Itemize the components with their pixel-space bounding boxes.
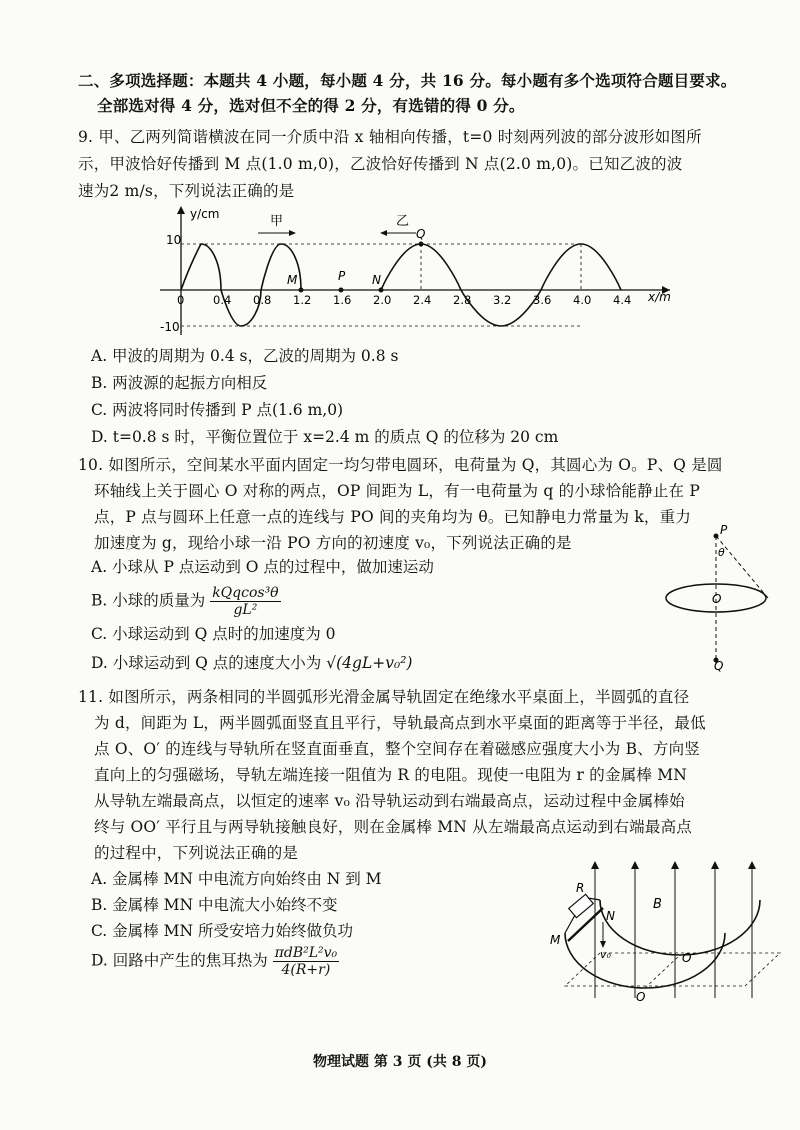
q9-option-a[interactable]: A. 甲波的周期为 0.4 s，乙波的周期为 0.8 s [91, 347, 399, 365]
y-tick-10: 10 [166, 233, 182, 247]
q10-ring-figure [660, 522, 780, 672]
q9-stem-line3: 速为2 m/s，下列说法正确的是 [78, 182, 295, 200]
y-axis-arrow [177, 206, 185, 214]
point-p-label: P [338, 269, 346, 283]
q11-stem-line2: 为 d，间距为 L，两半圆弧面竖直且平行，导轨最高点到水平桌面的距离等于半径，最低 [94, 714, 706, 732]
label-o: O [712, 592, 722, 606]
q10-option-d-expression: √(4gL+v₀²) [326, 654, 413, 672]
label-theta: θ [718, 546, 725, 559]
label-m: M [550, 933, 561, 947]
q9-wave-graph [150, 200, 680, 340]
q11-stem-line3: 点 O、O′ 的连线与导轨所在竖直面垂直，整个空间存在着磁感应强度大小为 B、方向竖 [94, 740, 701, 758]
q9-option-b[interactable]: B. 两波源的起振方向相反 [91, 374, 268, 392]
q11-stem-line1: 11. 如图所示，两条相同的半圆弧形光滑金属导轨固定在绝缘水平桌面上，半圆弧的直径 [78, 688, 690, 706]
label-p: P [720, 523, 728, 537]
y-tick-neg10: -10 [160, 320, 180, 334]
point-n-label: N [372, 273, 381, 287]
x-tick-0: 0 [177, 293, 185, 307]
q10-stem-line2: 环轴线上关于圆心 O 对称的两点，OP 间距为 L，有一电荷量为 q 的小球恰能静止在 P [94, 482, 700, 500]
q11-stem-line4: 直向上的匀强磁场，导轨左端连接一阻值为 R 的电阻。现使一电阻为 r 的金属棒 MN [94, 766, 688, 784]
label-o-prime: O′ [682, 951, 695, 965]
q10-option-b[interactable] [91, 585, 281, 618]
q10-option-b-fraction [210, 585, 280, 618]
q9-option-d[interactable]: D. t=0.8 s 时，平衡位置位于 x=2.4 m 的质点 Q 的位移为 20 cm [91, 428, 559, 446]
x-tick-4.0: 4.0 [573, 293, 592, 307]
page-footer: 物理试题 第 3 页 (共 8 页) [313, 1054, 487, 1070]
front-rail [565, 933, 725, 988]
q9-stem-line2: 示，甲波恰好传播到 M 点(1.0 m,0)，乙波恰好传播到 N 点(2.0 m,0)。已知乙波的波 [78, 155, 683, 173]
q9-stem-line1: 9. 甲、乙两列简谐横波在同一介质中沿 x 轴相向传播，t=0 时刻两列波的部分波形如图所 [78, 128, 702, 146]
point-n-dot [379, 288, 384, 293]
q11-option-d-fraction [273, 945, 340, 978]
point-p-dot [339, 288, 344, 293]
q11-option-d-denominator: 4(R+r) [281, 962, 331, 978]
q11-stem-line7: 的过程中，下列说法正确的是 [94, 844, 299, 862]
q10-stem-line3: 点，P 点与圆环上任意一点的连线与 PO 间的夹角均为 θ。已知静电力常量为 k，重力 [94, 508, 692, 526]
point-q-label: Q [416, 227, 426, 241]
q10-option-a[interactable]: A. 小球从 P 点运动到 O 点的过程中，做加速运动 [91, 558, 434, 576]
wave-yi-label: 乙 [396, 214, 410, 229]
label-r: R [576, 881, 585, 895]
q10-option-b-denominator: gL² [233, 602, 258, 618]
section-title: 二、多项选择题：本题共 4 小题，每小题 4 分，共 16 分。每小题有多个选项符合题目要求。 [78, 71, 737, 90]
wave-yi [381, 244, 621, 326]
x-axis-label: x/m [648, 290, 671, 304]
back-rail [600, 900, 760, 955]
q11-option-d-numerator: πdB²L²v₀ [274, 945, 338, 961]
q10-option-c[interactable]: C. 小球运动到 Q 点时的加速度为 0 [91, 625, 336, 643]
x-tick-1.2: 1.2 [293, 293, 312, 307]
q11-rail-figure [540, 858, 790, 1008]
q11-option-c[interactable]: C. 金属棒 MN 所受安培力始终做负功 [91, 922, 353, 940]
q10-option-b-numerator: kQqcos³θ [212, 585, 279, 601]
q10-stem-line4: 加速度为 g，现给小球一沿 PO 方向的初速度 v₀，下列说法正确的是 [94, 534, 572, 552]
field-arrowheads [591, 861, 756, 869]
x-tick-1.6: 1.6 [333, 293, 352, 307]
x-tick-3.6: 3.6 [533, 293, 552, 307]
label-n: N [606, 909, 615, 923]
q11-option-a[interactable]: A. 金属棒 MN 中电流方向始终由 N 到 M [91, 870, 382, 888]
point-m-label: M [287, 273, 298, 287]
label-q: Q [714, 659, 724, 672]
resistor-lead-left [565, 915, 575, 933]
wave-jia-label: 甲 [270, 214, 284, 229]
x-tick-2.8: 2.8 [453, 293, 472, 307]
q11-option-d-prefix: D. 回路中产生的焦耳热为 [91, 951, 268, 970]
wave-jia [181, 244, 301, 326]
wave-jia-arrowhead [289, 230, 296, 236]
q11-stem-line6: 终与 OO′ 平行且与两导轨接触良好，则在金属棒 MN 从左端最高点运动到右端最高点 [94, 818, 692, 836]
q11-stem-line5: 从导轨左端最高点，以恒定的速率 v₀ 沿导轨运动到右端最高点，运动过程中金属棒始 [94, 792, 685, 810]
magnetic-field-lines [595, 866, 752, 998]
q10-option-d-prefix: D. 小球运动到 Q 点的速度大小为 [91, 654, 322, 672]
label-b: B [653, 897, 662, 912]
point-p-dot [714, 534, 719, 539]
q11-option-b[interactable]: B. 金属棒 MN 中电流大小始终不变 [91, 896, 338, 914]
x-tick-2.4: 2.4 [413, 293, 432, 307]
y-axis-label: y/cm [190, 207, 220, 221]
label-o: O [636, 990, 646, 1004]
x-tick-2.0: 2.0 [373, 293, 392, 307]
q9-option-c[interactable]: C. 两波将同时传播到 P 点(1.6 m,0) [91, 401, 344, 419]
q10-option-d[interactable] [91, 652, 412, 674]
point-q-dot [419, 242, 424, 247]
label-v0: v₀ [600, 948, 611, 961]
x-tick-4.4: 4.4 [613, 293, 632, 307]
point-m-dot [299, 288, 304, 293]
section-scoring-rule: 全部选对得 4 分，选对但不全的得 2 分，有选错的得 0 分。 [97, 96, 525, 115]
x-tick-3.2: 3.2 [493, 293, 512, 307]
q10-option-b-prefix: B. 小球的质量为 [91, 591, 206, 610]
x-tick-labels [177, 293, 631, 307]
q11-option-d[interactable] [91, 945, 339, 978]
wave-yi-arrowhead [380, 230, 387, 236]
x-tick-0.8: 0.8 [253, 293, 272, 307]
q10-stem-line1: 10. 如图所示，空间某水平面内固定一均匀带电圆环，电荷量为 Q，其圆心为 O。P、Q 是圆 [78, 456, 723, 474]
x-tick-0.4: 0.4 [213, 293, 232, 307]
velocity-arrowhead [600, 941, 606, 948]
table-surface [565, 953, 780, 986]
